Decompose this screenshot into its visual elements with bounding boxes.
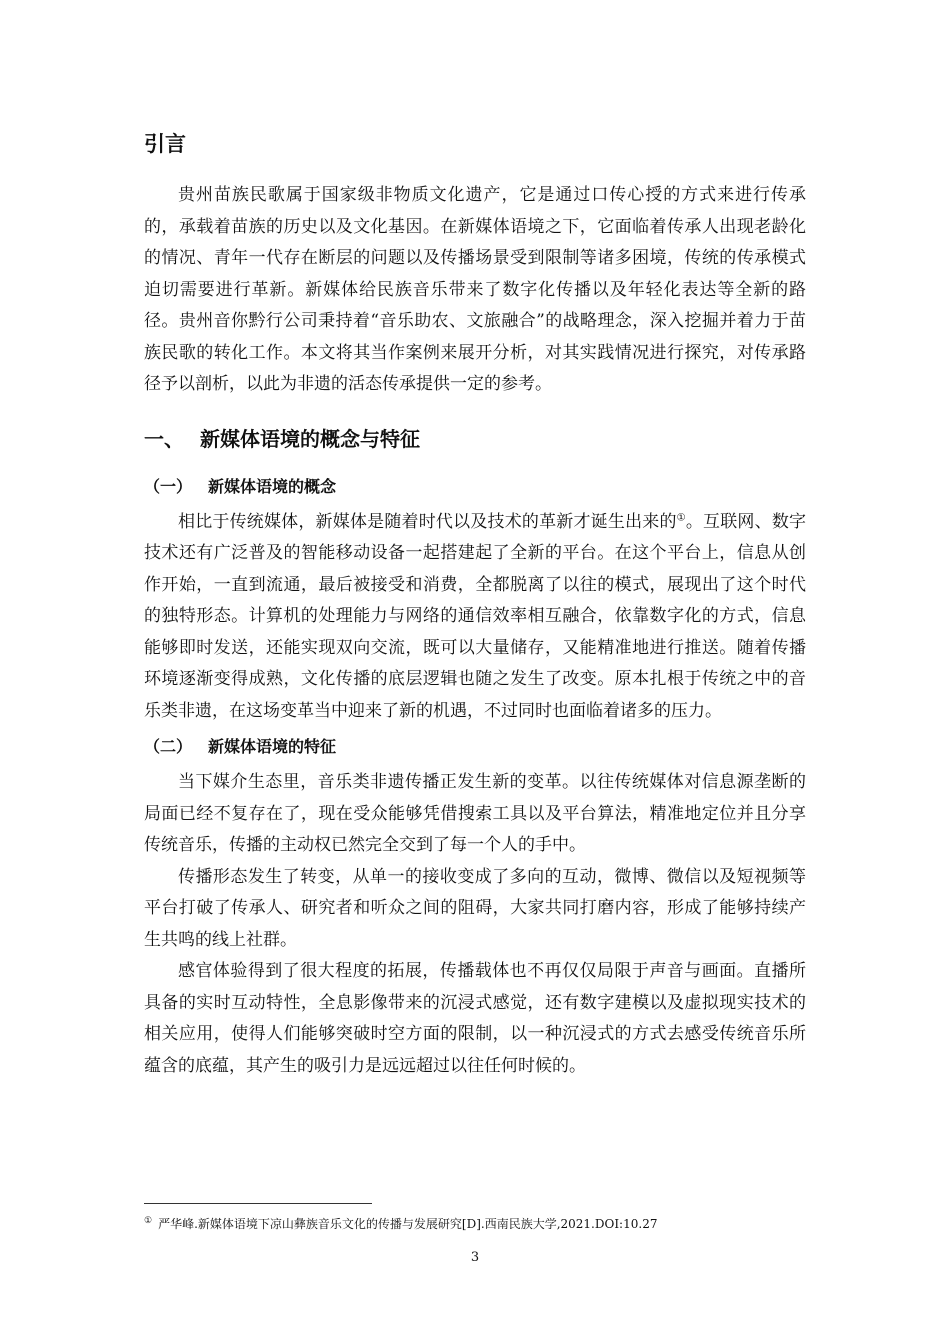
section-title: 新媒体语境的概念与特征 [200, 426, 420, 451]
concept-text-start: 相比于传统媒体，新媒体是随着时代以及技术的革新才诞生出来的 [178, 511, 677, 532]
concept-text-rest: 。互联网、数字技术还有广泛普及的智能移动设备一起搭建起了全新的平台。在这个平台上，信息从创作开始，一直到流通，最后被接受和消费，全都脱离了以往的模式，展现出了这个时代的独特形态。计算机的处理能力与网络的通信效率相互融合，依靠数字化的方式，信息能够即时发送，还能实现双向交流，既可以大量储存，又能精准地进行推送。随着传播环境逐渐变得成熟，文化传播的底层逻辑也随之发生了改变。原本扎根于传统之中的音乐类非遗，在这场变革当中迎来了新的机遇，不过同时也面临着诸多的压力。 [144, 511, 807, 721]
section-heading [144, 425, 806, 453]
footnote-reference[interactable]: ① [676, 511, 686, 523]
subsection-number: （一） [144, 476, 193, 496]
page-body [144, 118, 806, 1082]
subsection-number: （二） [144, 737, 193, 756]
footnote-mark: ① [144, 1216, 153, 1226]
footnote [144, 1212, 824, 1233]
features-paragraph-1: 当下媒介生态里，音乐类非遗传播正发生新的变革。以往传统媒体对信息源垄断的局面已经不复存在了，现在受众能够凭借搜索工具以及平台算法，精准地定位并且分享传统音乐，传播的主动权已然完全交到了每一个人的手中。 [144, 772, 806, 855]
subsection-heading-features [144, 735, 806, 759]
features-paragraph-2: 传播形态发生了转变，从单一的接收变成了多向的互动，微博、微信以及短视频等平台打破了传承人、研究者和听众之间的阻碍，大家共同打磨内容，形成了能够持续产生共鸣的线上社群。 [144, 866, 806, 950]
footnote-text: 严华峰.新媒体语境下凉山彝族音乐文化的传播与发展研究[D].西南民族大学,2021.DOI:10.27 [158, 1217, 658, 1231]
subsection-heading-concept [144, 475, 806, 499]
intro-heading: 引言 [144, 132, 186, 156]
subsection-title: 新媒体语境的概念 [208, 476, 337, 496]
intro-paragraph: 贵州苗族民歌属于国家级非物质文化遗产，它是通过口传心授的方式来进行传承的，承载着苗族的历史以及文化基因。在新媒体语境之下，它面临着传承人出现老龄化的情况、青年一代存在断层的问题以及传播场景受到限制等诸多困境，传统的传承模式迫切需要进行革新。新媒体给民族音乐带来了数字化传播以及年轻化表达等全新的路径。贵州音你黔行公司秉持着“音乐助农、文旅融合”的战略理念，深入挖掘并着力于苗族民歌的转化工作。本文将其当作案例来展开分析，对其实践情况进行探究，对传承路径予以剖析，以此为非遗的活态传承提供一定的参考。 [144, 185, 806, 394]
concept-paragraph [144, 507, 806, 728]
page-number: 3 [470, 1250, 480, 1265]
section-number: 一、 [144, 426, 184, 451]
subsection-title: 新媒体语境的特征 [208, 737, 337, 756]
footnote-divider [144, 1203, 372, 1204]
features-paragraph-3: 感官体验得到了很大程度的拓展，传播载体也不再仅仅局限于声音与画面。直播所具备的实时互动特性，全息影像带来的沉浸式感觉，还有数字建模以及虚拟现实技术的相关应用，使得人们能够突破时空方面的限制，以一种沉浸式的方式去感受传统音乐所蕴含的底蕴，其产生的吸引力是远远超过以往任何时候的。 [144, 961, 806, 1076]
